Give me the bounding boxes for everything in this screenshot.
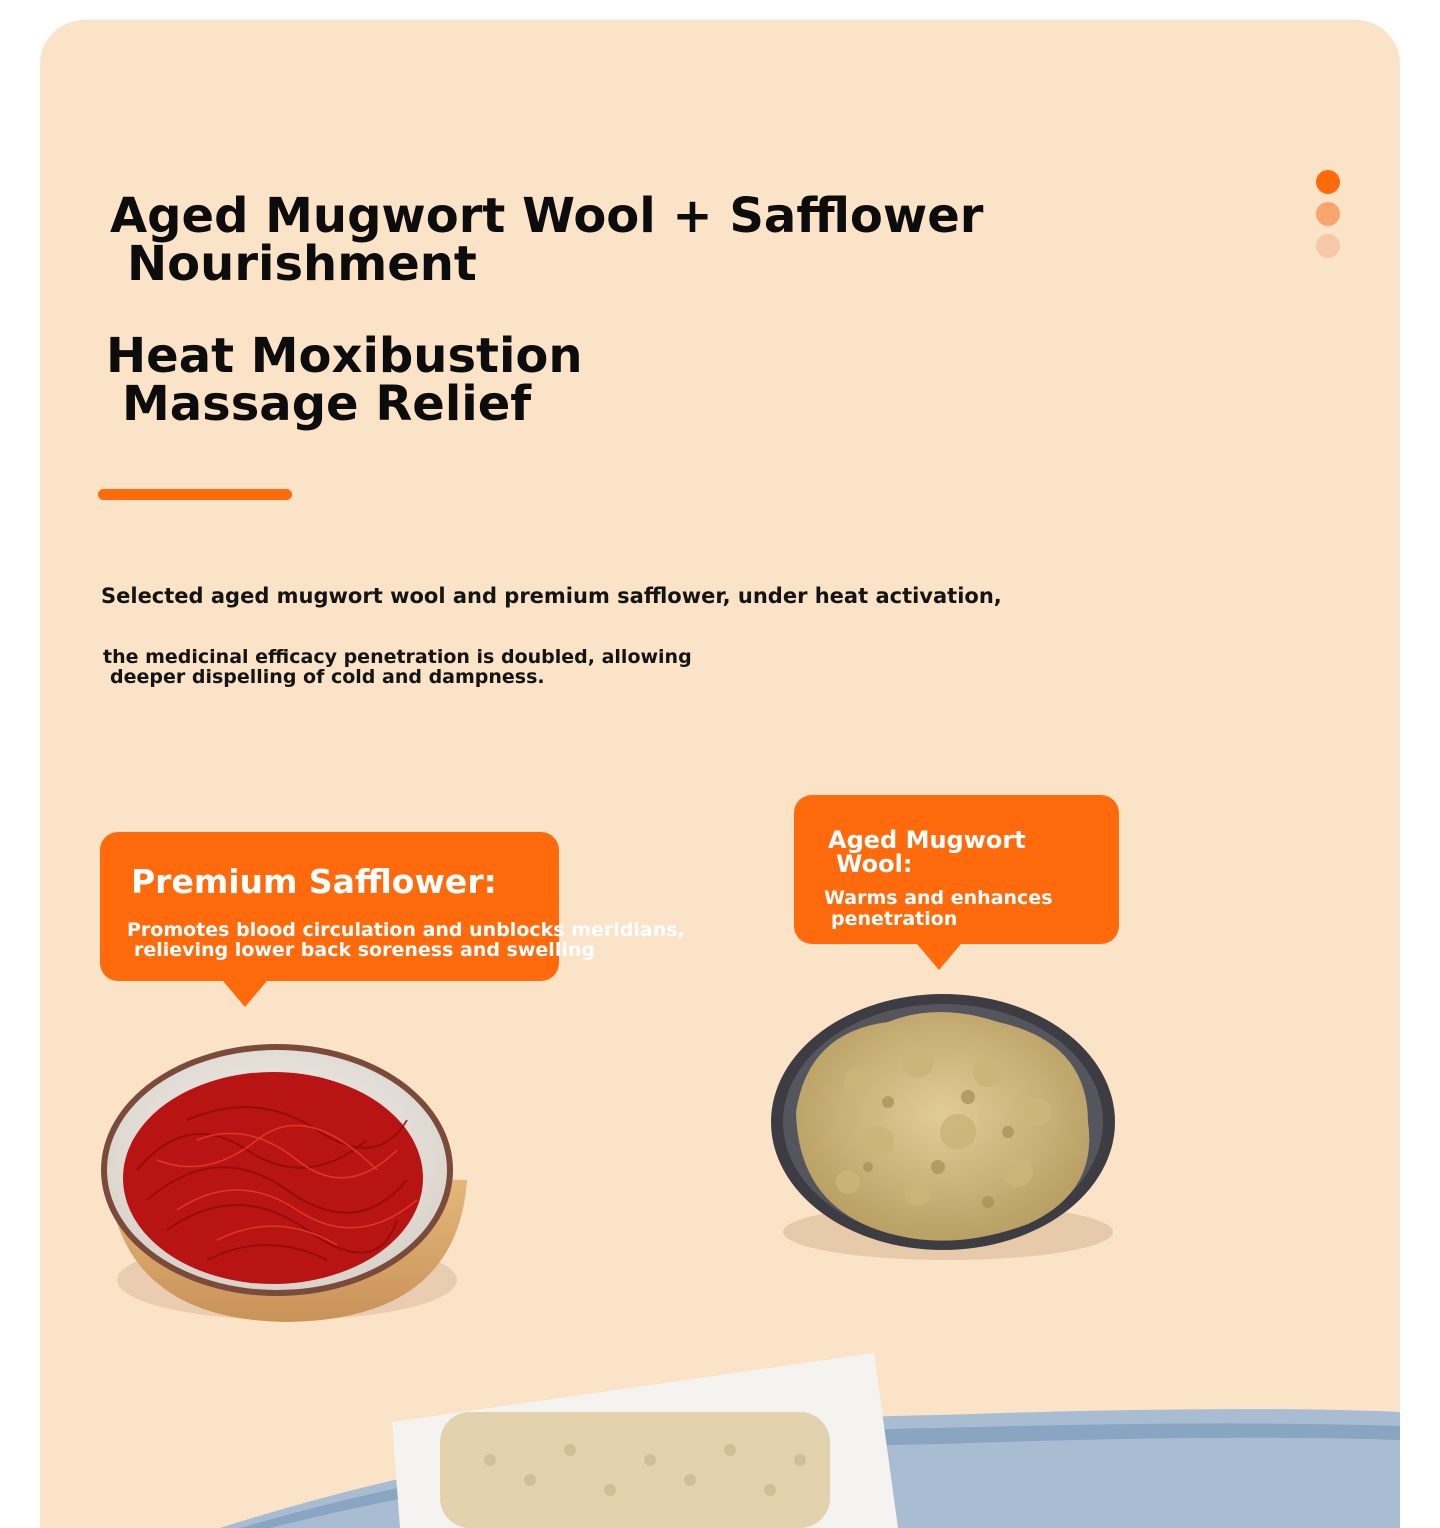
- product-feature-card: [40, 20, 1400, 1528]
- accent-divider: [98, 489, 292, 500]
- carousel-dot-2[interactable]: [1316, 202, 1340, 226]
- safflower-callout: [100, 832, 685, 981]
- mugwort-callout: [794, 795, 1119, 944]
- safflower-callout-title: Premium Safflower:: [131, 862, 497, 901]
- heading-line-4: Massage Relief: [122, 376, 532, 432]
- heading-line-2: Nourishment: [127, 236, 477, 292]
- heading-primary: [110, 188, 984, 292]
- heading-line-3: Heat Moxibustion: [106, 328, 583, 384]
- heading-secondary: [106, 328, 583, 432]
- mugwort-callout-title: [828, 828, 1026, 876]
- mugwort-bowl-image: [768, 992, 1128, 1262]
- carousel-indicator: [1316, 170, 1340, 266]
- heading-line-1: Aged Mugwort Wool + Safflower: [110, 188, 984, 244]
- mugwort-callout-text: [824, 888, 1053, 930]
- carousel-dot-3[interactable]: [1316, 234, 1340, 258]
- description-paragraph: [103, 648, 692, 688]
- mugwort-callout-title-line-1: Aged Mugwort: [828, 826, 1026, 854]
- description-line-1: Selected aged mugwort wool and premium safflower, under heat activation,: [101, 584, 1002, 608]
- carousel-dot-1[interactable]: [1316, 170, 1340, 194]
- mugwort-callout-text-line-2: penetration: [831, 907, 958, 930]
- mugwort-callout-text-line-1: Warms and enhances: [824, 887, 1053, 909]
- description-line-3: deeper dispelling of cold and dampness.: [110, 665, 545, 688]
- mugwort-callout-title-line-2: Wool:: [836, 850, 913, 878]
- description-line-2: the medicinal efficacy penetration is doubled, allowing: [103, 646, 692, 668]
- heating-pad-product-image: [40, 1320, 1400, 1528]
- safflower-callout-text: [127, 921, 685, 961]
- safflower-bowl-image: [97, 1030, 477, 1330]
- safflower-callout-text-line-2: relieving lower back soreness and swelling: [134, 938, 595, 961]
- safflower-callout-text-line-1: Promotes blood circulation and unblocks meridians,: [127, 919, 685, 941]
